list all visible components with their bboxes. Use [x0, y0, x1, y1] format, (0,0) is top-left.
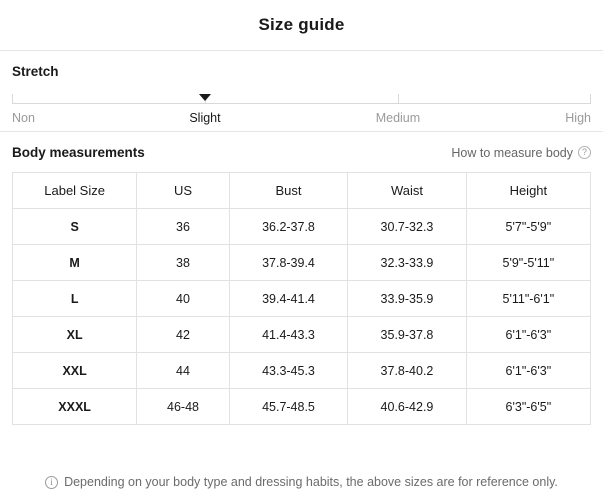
column-header-label-size: Label Size: [13, 173, 137, 209]
cell-us: 36: [137, 209, 229, 245]
footer-note-text: Depending on your body type and dressing habits, the above sizes are for reference only.: [64, 475, 558, 489]
question-mark-icon[interactable]: ?: [578, 146, 591, 159]
column-header-waist: Waist: [348, 173, 466, 209]
cell-bust: 43.3-45.3: [229, 353, 347, 389]
cell-bust: 45.7-48.5: [229, 389, 347, 425]
column-header-us: US: [137, 173, 229, 209]
stretch-tick-non: [12, 94, 13, 104]
size-table: [12, 172, 591, 425]
cell-waist: 40.6-42.9: [348, 389, 466, 425]
cell-us: 40: [137, 281, 229, 317]
cell-us: 42: [137, 317, 229, 353]
stretch-line: [12, 103, 591, 104]
cell-us: 38: [137, 245, 229, 281]
cell-height: 6'3"-6'5": [466, 389, 590, 425]
column-header-bust: Bust: [229, 173, 347, 209]
column-header-height: Height: [466, 173, 590, 209]
cell-label-size: XXXL: [13, 389, 137, 425]
cell-waist: 32.3-33.9: [348, 245, 466, 281]
stretch-tick-high: [590, 94, 591, 104]
how-to-measure-body-link[interactable]: [451, 146, 591, 160]
stretch-tick-medium: [398, 94, 399, 104]
cell-bust: 36.2-37.8: [229, 209, 347, 245]
stretch-label-medium[interactable]: Medium: [375, 111, 421, 125]
page-title: Size guide: [258, 15, 345, 34]
table-row: [13, 245, 591, 281]
stretch-track[interactable]: [12, 90, 591, 108]
cell-waist: 37.8-40.2: [348, 353, 466, 389]
cell-height: 6'1"-6'3": [466, 317, 590, 353]
table-header-row: [13, 173, 591, 209]
table-row: [13, 209, 591, 245]
stretch-section-label: Stretch: [12, 64, 59, 79]
cell-bust: 37.8-39.4: [229, 245, 347, 281]
cell-bust: 41.4-43.3: [229, 317, 347, 353]
cell-bust: 39.4-41.4: [229, 281, 347, 317]
table-row: [13, 317, 591, 353]
stretch-labels: [12, 111, 591, 131]
cell-waist: 30.7-32.3: [348, 209, 466, 245]
cell-waist: 33.9-35.9: [348, 281, 466, 317]
table-row: [13, 389, 591, 425]
cell-us: 46-48: [137, 389, 229, 425]
cell-height: 5'11"-6'1": [466, 281, 590, 317]
stretch-label-slight[interactable]: Slight: [189, 111, 221, 125]
cell-label-size: S: [13, 209, 137, 245]
cell-height: 5'9"-5'11": [466, 245, 590, 281]
footer-note: [0, 464, 603, 500]
cell-height: 5'7"-5'9": [466, 209, 590, 245]
cell-label-size: M: [13, 245, 137, 281]
body-measurements-header: [0, 132, 603, 160]
info-icon: i: [45, 476, 58, 489]
how-to-measure-body-label: How to measure body: [451, 145, 573, 160]
body-measurements-label: Body measurements: [12, 145, 145, 160]
cell-height: 6'1"-6'3": [466, 353, 590, 389]
stretch-label-non[interactable]: Non: [12, 111, 35, 125]
stretch-selected-marker-icon: [199, 94, 211, 101]
cell-waist: 35.9-37.8: [348, 317, 466, 353]
table-row: [13, 281, 591, 317]
cell-label-size: XXL: [13, 353, 137, 389]
cell-label-size: XL: [13, 317, 137, 353]
stretch-label-high[interactable]: High: [565, 111, 591, 125]
cell-label-size: L: [13, 281, 137, 317]
cell-us: 44: [137, 353, 229, 389]
table-row: [13, 353, 591, 389]
panel-header: [0, 0, 603, 50]
size-table-wrap: [0, 160, 603, 425]
stretch-slider[interactable]: [0, 90, 603, 131]
